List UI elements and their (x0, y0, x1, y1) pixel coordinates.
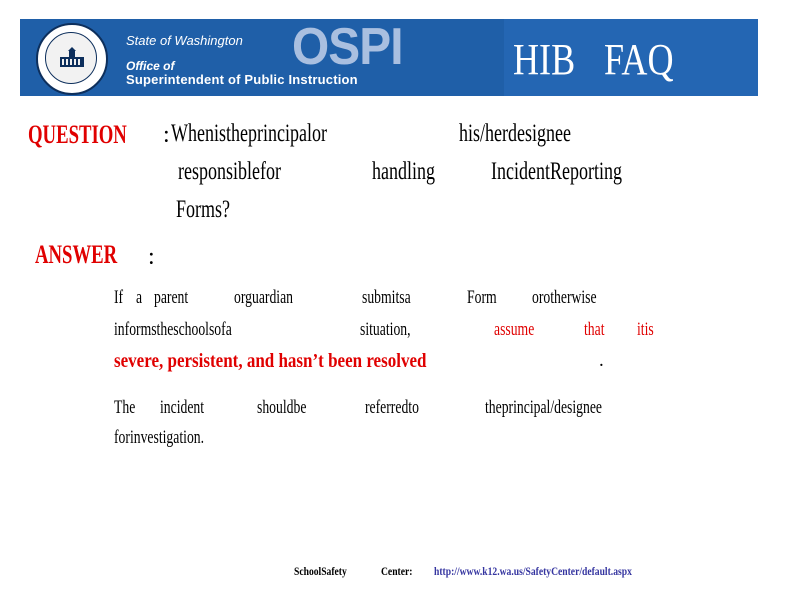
answer-word: forinvestigation. (114, 427, 205, 448)
question-text: IncidentReporting (491, 158, 622, 185)
question-text: his/herdesignee (459, 120, 571, 147)
answer-word: informstheschoolsofa (114, 319, 232, 340)
answer-emphasis: severe, persistent, and hasn’t been resolved (114, 350, 427, 372)
answer-word-highlight: itis (637, 319, 654, 340)
answer-word: The (114, 397, 136, 418)
answer-word: orotherwise (532, 287, 597, 308)
answer-word: a (136, 287, 143, 308)
hib-title: HIB (513, 35, 576, 84)
safety-center-link[interactable]: http://www.k12.wa.us/SafetyCenter/default.aspx (434, 564, 632, 578)
washington-state-seal-icon (36, 23, 108, 95)
ospi-logo-text: OSPI (292, 18, 403, 76)
answer-word: theprincipal/designee (485, 397, 602, 418)
answer-word: situation, (360, 319, 411, 340)
office-name: Superintendent of Public Instruction (126, 72, 358, 87)
question-text: Whenistheprincipalor (171, 120, 327, 147)
answer-word-highlight: assume (494, 319, 535, 340)
answer-word: Form (467, 287, 497, 308)
state-name: State of Washington (126, 33, 243, 48)
answer-word-highlight: that (584, 319, 605, 340)
faq-title: FAQ (604, 35, 674, 84)
answer-colon: : (148, 244, 155, 270)
office-of-label: Office of (126, 59, 175, 73)
question-text: responsiblefor (178, 158, 281, 185)
answer-label: ANSWER (35, 240, 118, 269)
question-text: handling (372, 158, 435, 185)
footer-label: Center: (381, 564, 413, 578)
answer-word: incident (160, 397, 205, 418)
header-banner (20, 19, 758, 96)
question-colon: : (163, 122, 170, 148)
answer-word: parent (154, 287, 189, 308)
footer-label: SchoolSafety (294, 564, 347, 578)
answer-word: submitsa (362, 287, 411, 308)
question-text: Forms? (176, 196, 230, 223)
answer-period: . (599, 350, 604, 371)
answer-word: If (114, 287, 124, 308)
question-label: QUESTION (28, 120, 127, 149)
answer-word: orguardian (234, 287, 294, 308)
answer-word: referredto (365, 397, 419, 418)
answer-word: shouldbe (257, 397, 307, 418)
